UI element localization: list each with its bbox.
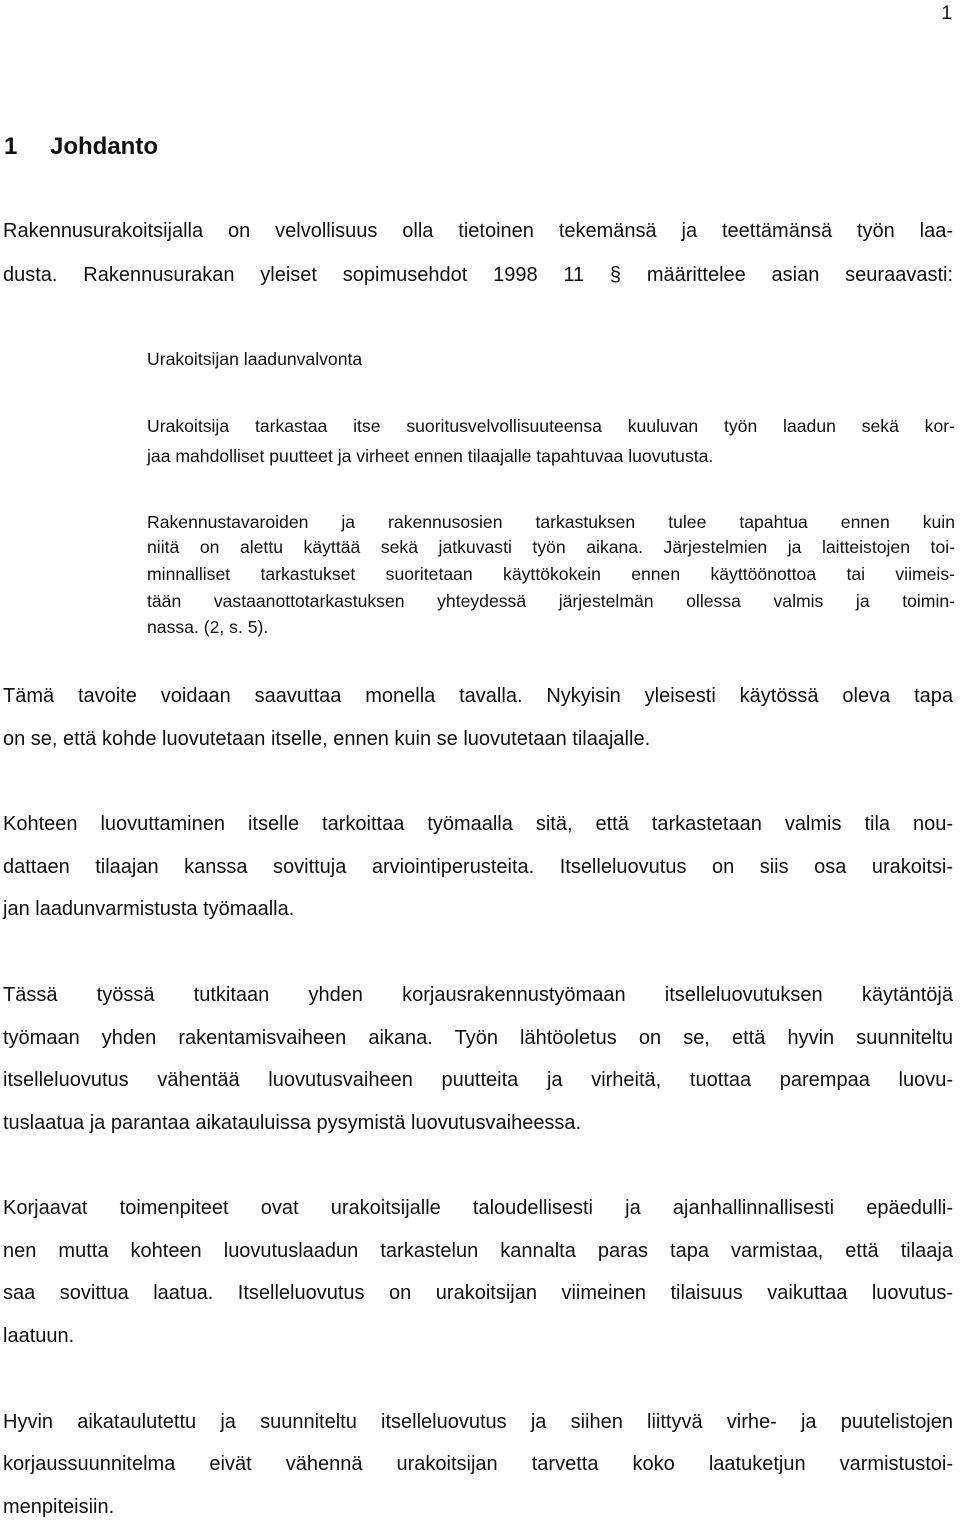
quote-line: nassa. (2, s. 5). — [147, 617, 269, 637]
body-line: jan laadunvarmistusta työmaalla. — [3, 898, 295, 920]
body-line: laatuun. — [3, 1325, 75, 1347]
quote-line: jaa mahdolliset puutteet ja virheet ennen tilaajalle tapahtuvaa luovutusta. — [147, 446, 714, 466]
quote-line: tään vastaanottotarkastuksen yhteydessä järjestelmän ollessa valmis ja toimin- — [147, 591, 955, 611]
body-line: on se, että kohde luovutetaan itselle, ennen kuin se luovutetaan tilaajalle. — [3, 728, 651, 750]
body-line: nen mutta kohteen luovutuslaadun tarkastelun kannalta paras tapa varmistaa, että tilaaja — [3, 1240, 953, 1262]
intro-line: dusta. Rakennusurakan yleiset sopimusehdot 1998 11 § määrittelee asian seuraavasti: — [3, 264, 953, 286]
quote-line: Urakoitsija tarkastaa itse suoritusvelvollisuuteensa kuuluvan työn laadun sekä kor- — [147, 416, 955, 436]
body-line: Tämä tavoite voidaan saavuttaa monella tavalla. Nykyisin yleisesti käytössä oleva tapa — [3, 685, 953, 707]
quote-line: Rakennustavaroiden ja rakennusosien tarkastuksen tulee tapahtua ennen kuin — [147, 512, 955, 532]
body-line: itselleluovutus vähentää luovutusvaiheen puutteita ja virheitä, tuottaa parempaa luovu- — [3, 1069, 953, 1091]
quote-title: Urakoitsijan laadunvalvonta — [147, 349, 363, 369]
intro-line: Rakennusurakoitsijalla on velvollisuus olla tietoinen tekemänsä ja teettämänsä työn laa- — [3, 220, 953, 242]
page-number: 1 — [941, 3, 952, 24]
body-line: Kohteen luovuttaminen itselle tarkoittaa työmaalla sitä, että tarkastetaan valmis tila nou- — [3, 813, 953, 835]
body-line: menpiteisiin. — [3, 1496, 115, 1518]
body-line: Hyvin aikataulutettu ja suunniteltu itselleluovutus ja siihen liittyvä virhe- ja puutelistojen — [3, 1411, 953, 1433]
body-line: tuslaatua ja parantaa aikatauluissa pysymistä luovutusvaiheessa. — [3, 1112, 582, 1134]
chapter-title: Johdanto — [50, 133, 158, 160]
body-line: saa sovittua laatua. Itselleluovutus on urakoitsijan viimeinen tilaisuus vaikuttaa luovutus- — [3, 1282, 953, 1304]
chapter-number: 1 — [4, 133, 18, 160]
body-line: Tässä työssä tutkitaan yhden korjausrakennustyömaan itselleluovutuksen käytäntöjä — [3, 984, 953, 1006]
body-line: dattaen tilaajan kanssa sovittuja arviointiperusteita. Itselleluovutus on siis osa urakoitsi- — [3, 856, 953, 878]
quote-line: minnalliset tarkastukset suoritetaan käyttökokein ennen käyttöönottoa tai viimeis- — [147, 564, 955, 584]
body-line: Korjaavat toimenpiteet ovat urakoitsijalle taloudellisesti ja ajanhallinnallisesti epäedulli- — [3, 1197, 953, 1219]
body-line: työmaan yhden rakentamisvaiheen aikana. Työn lähtöoletus on se, että hyvin suunniteltu — [3, 1027, 953, 1049]
body-line: korjaussuunnitelma eivät vähennä urakoitsijan tarvetta koko laatuketjun varmistustoi- — [3, 1453, 953, 1475]
chapter-heading — [4, 133, 158, 161]
quote-line: niitä on alettu käyttää sekä jatkuvasti työn aikana. Järjestelmien ja laitteistojen toi- — [147, 537, 955, 557]
